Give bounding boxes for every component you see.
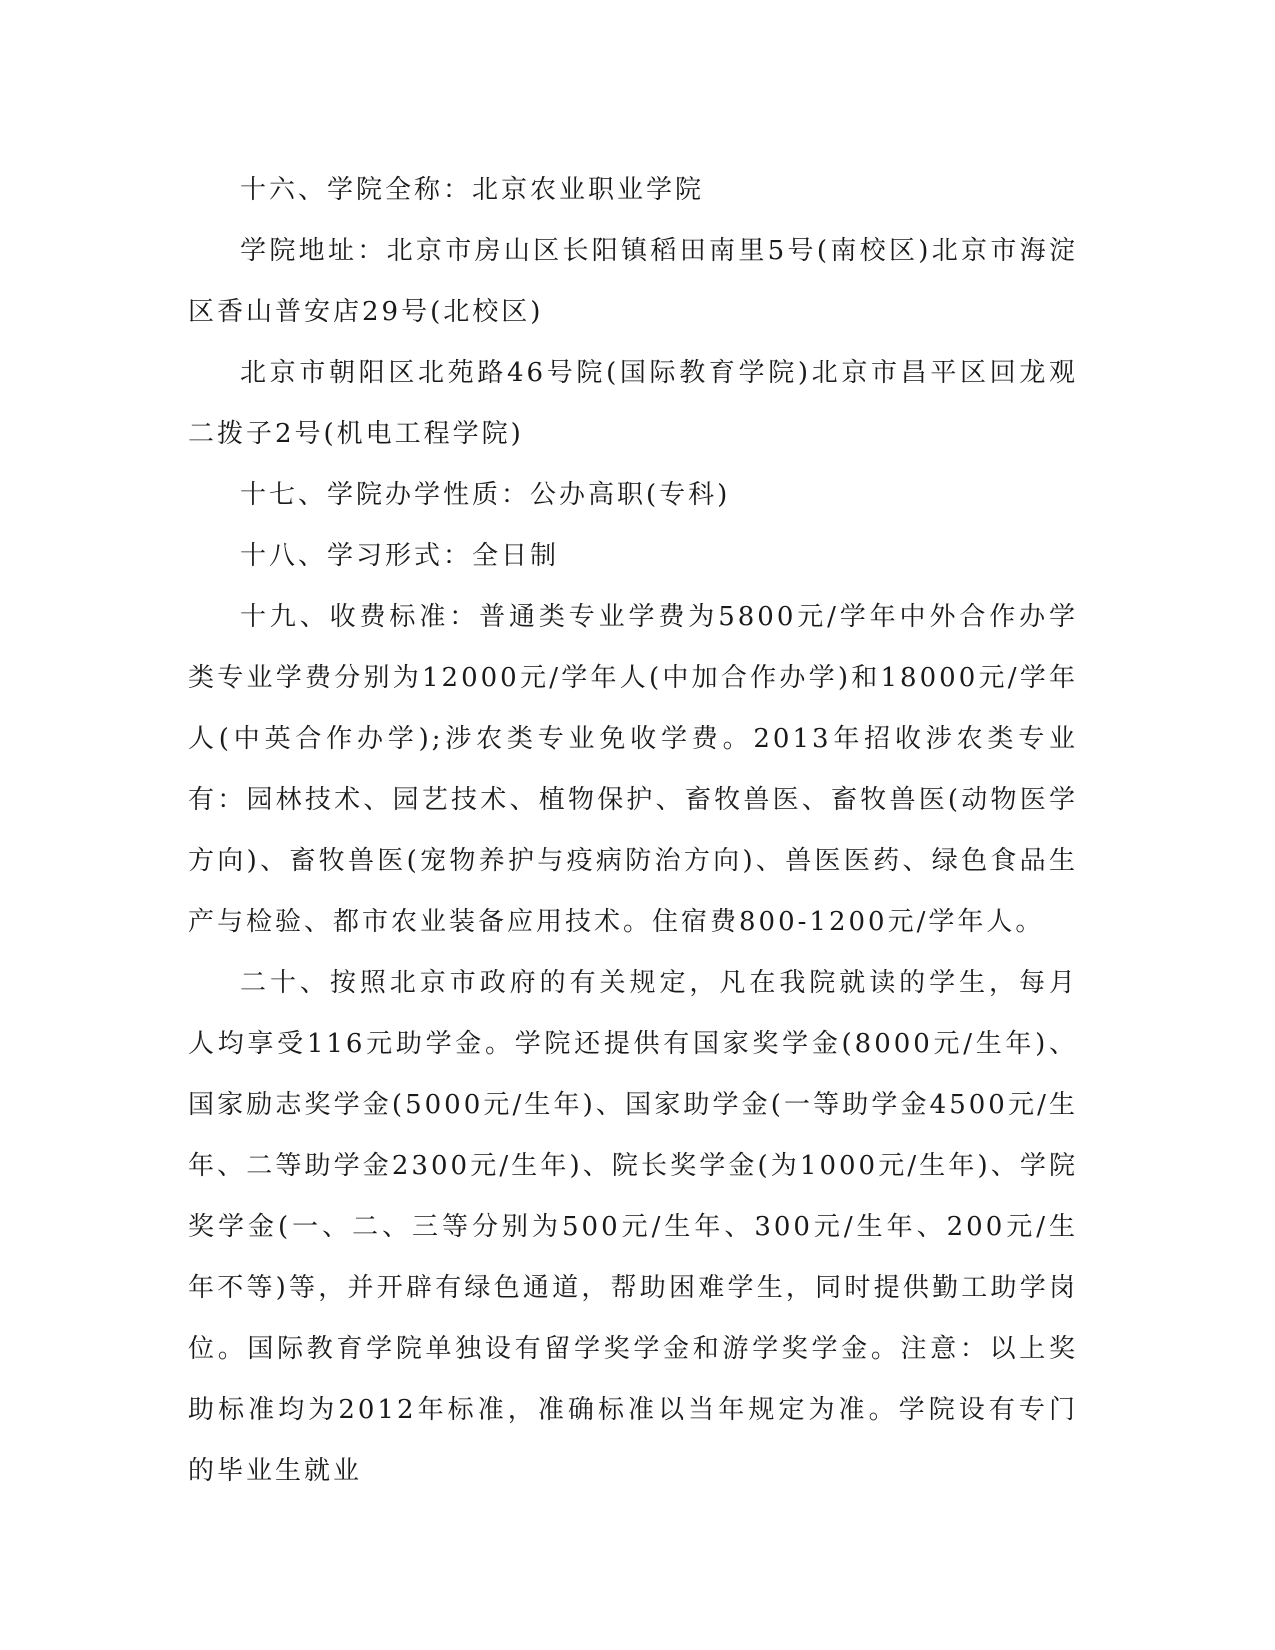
paragraph-school-nature: 十七、学院办学性质：公办高职(专科) (240, 480, 731, 510)
paragraph-college-address: 学院地址：北京市房山区长阳镇稻田南里5号(南校区)北京市海淀区香山普安店29号(北校区) (188, 236, 1078, 327)
paragraph-college-address-continued: 北京市朝阳区北苑路46号院(国际教育学院)北京市昌平区回龙观二拨子2号(机电工程学院) (188, 358, 1078, 449)
paragraph-study-mode: 十八、学习形式：全日制 (240, 541, 560, 571)
paragraph-financial-aid: 二十、按照北京市政府的有关规定，凡在我院就读的学生，每月人均享受116元助学金。学院还提供有国家奖学金(8000元/生年)、国家励志奖学金(5000元/生年)、国家助学金(一等助学金4500元/生年、二等助学金2300元/生年)、院长奖学金(为1000元/生年)、学院奖学金(一、二、三等分别为500元/生年、300元/生年、200元/生年不等)等，并开辟有绿色通道，帮助困难学生，同时提供勤工助学岗位。国际教育学院单独设有留学奖学金和游学奖学金。注意：以上奖助标准均为2012年标准，准确标准以当年规定为准。学院设有专门的毕业生就业 (188, 968, 1078, 1486)
paragraph-college-name: 十六、学院全称：北京农业职业学院 (240, 175, 705, 205)
paragraph-fee-standard: 十九、收费标准：普通类专业学费为5800元/学年中外合作办学类专业学费分别为12000元/学年人(中加合作办学)和18000元/学年人(中英合作办学);涉农类专业免收学费。2013年招收涉农类专业有：园林技术、园艺技术、植物保护、畜牧兽医、畜牧兽医(动物医学方向)、畜牧兽医(宠物养护与疫病防治方向)、兽医医药、绿色食品生产与检验、都市农业装备应用技术。住宿费800-1200元/学年人。 (188, 602, 1078, 937)
document-body (188, 160, 1078, 1502)
